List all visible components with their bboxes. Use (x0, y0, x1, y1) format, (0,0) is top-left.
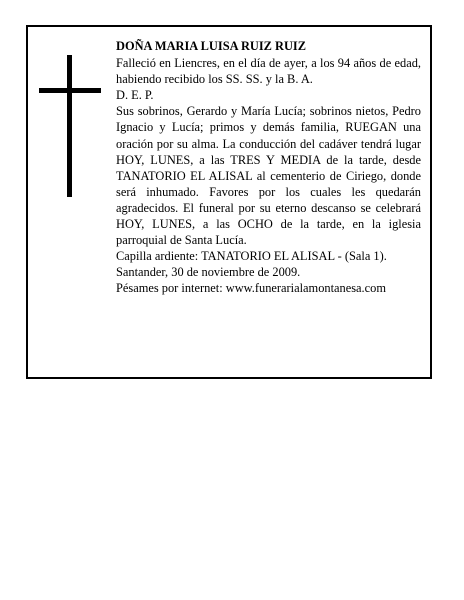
chapel-line: Capilla ardiente: TANATORIO EL ALISAL - (Sala 1). (116, 249, 387, 264)
family-paragraph: Sus sobrinos, Gerardo y María Lucía; sobrinos nietos, Pedro Ignacio y Lucía; primos y demás familia, RUEGAN una oración por su alma. La conducción del cadáver tendrá lugar HOY, LUNES, a las TRES Y MEDIA de la tarde, desde TANATORIO EL ALISAL al cementerio de Ciriego, donde será inhumado. Favores por los cuales les quedarán agradecidos. El funeral por su eterno descanso se celebrará HOY, LUNES, a las OCHO de la tarde, en la iglesia parroquial de Santa Lucía. (116, 104, 421, 248)
obituary-notice (26, 25, 432, 379)
deceased-name: DOÑA MARIA LUISA RUIZ RUIZ (116, 39, 307, 53)
cross-icon (39, 55, 101, 197)
place-date-line: Santander, 30 de noviembre de 2009. (116, 265, 301, 280)
dep-line: D. E. P. (116, 88, 154, 103)
condolences-line: Pésames por internet: www.funerarialamontanesa.com (116, 281, 386, 296)
notice-text (116, 38, 421, 297)
cross-vertical-bar (67, 55, 72, 197)
death-paragraph: Falleció en Liencres, en el día de ayer, a los 94 años de edad, habiendo recibido los SS. SS. y la B. A. (116, 56, 421, 87)
cross-horizontal-bar (39, 88, 101, 93)
